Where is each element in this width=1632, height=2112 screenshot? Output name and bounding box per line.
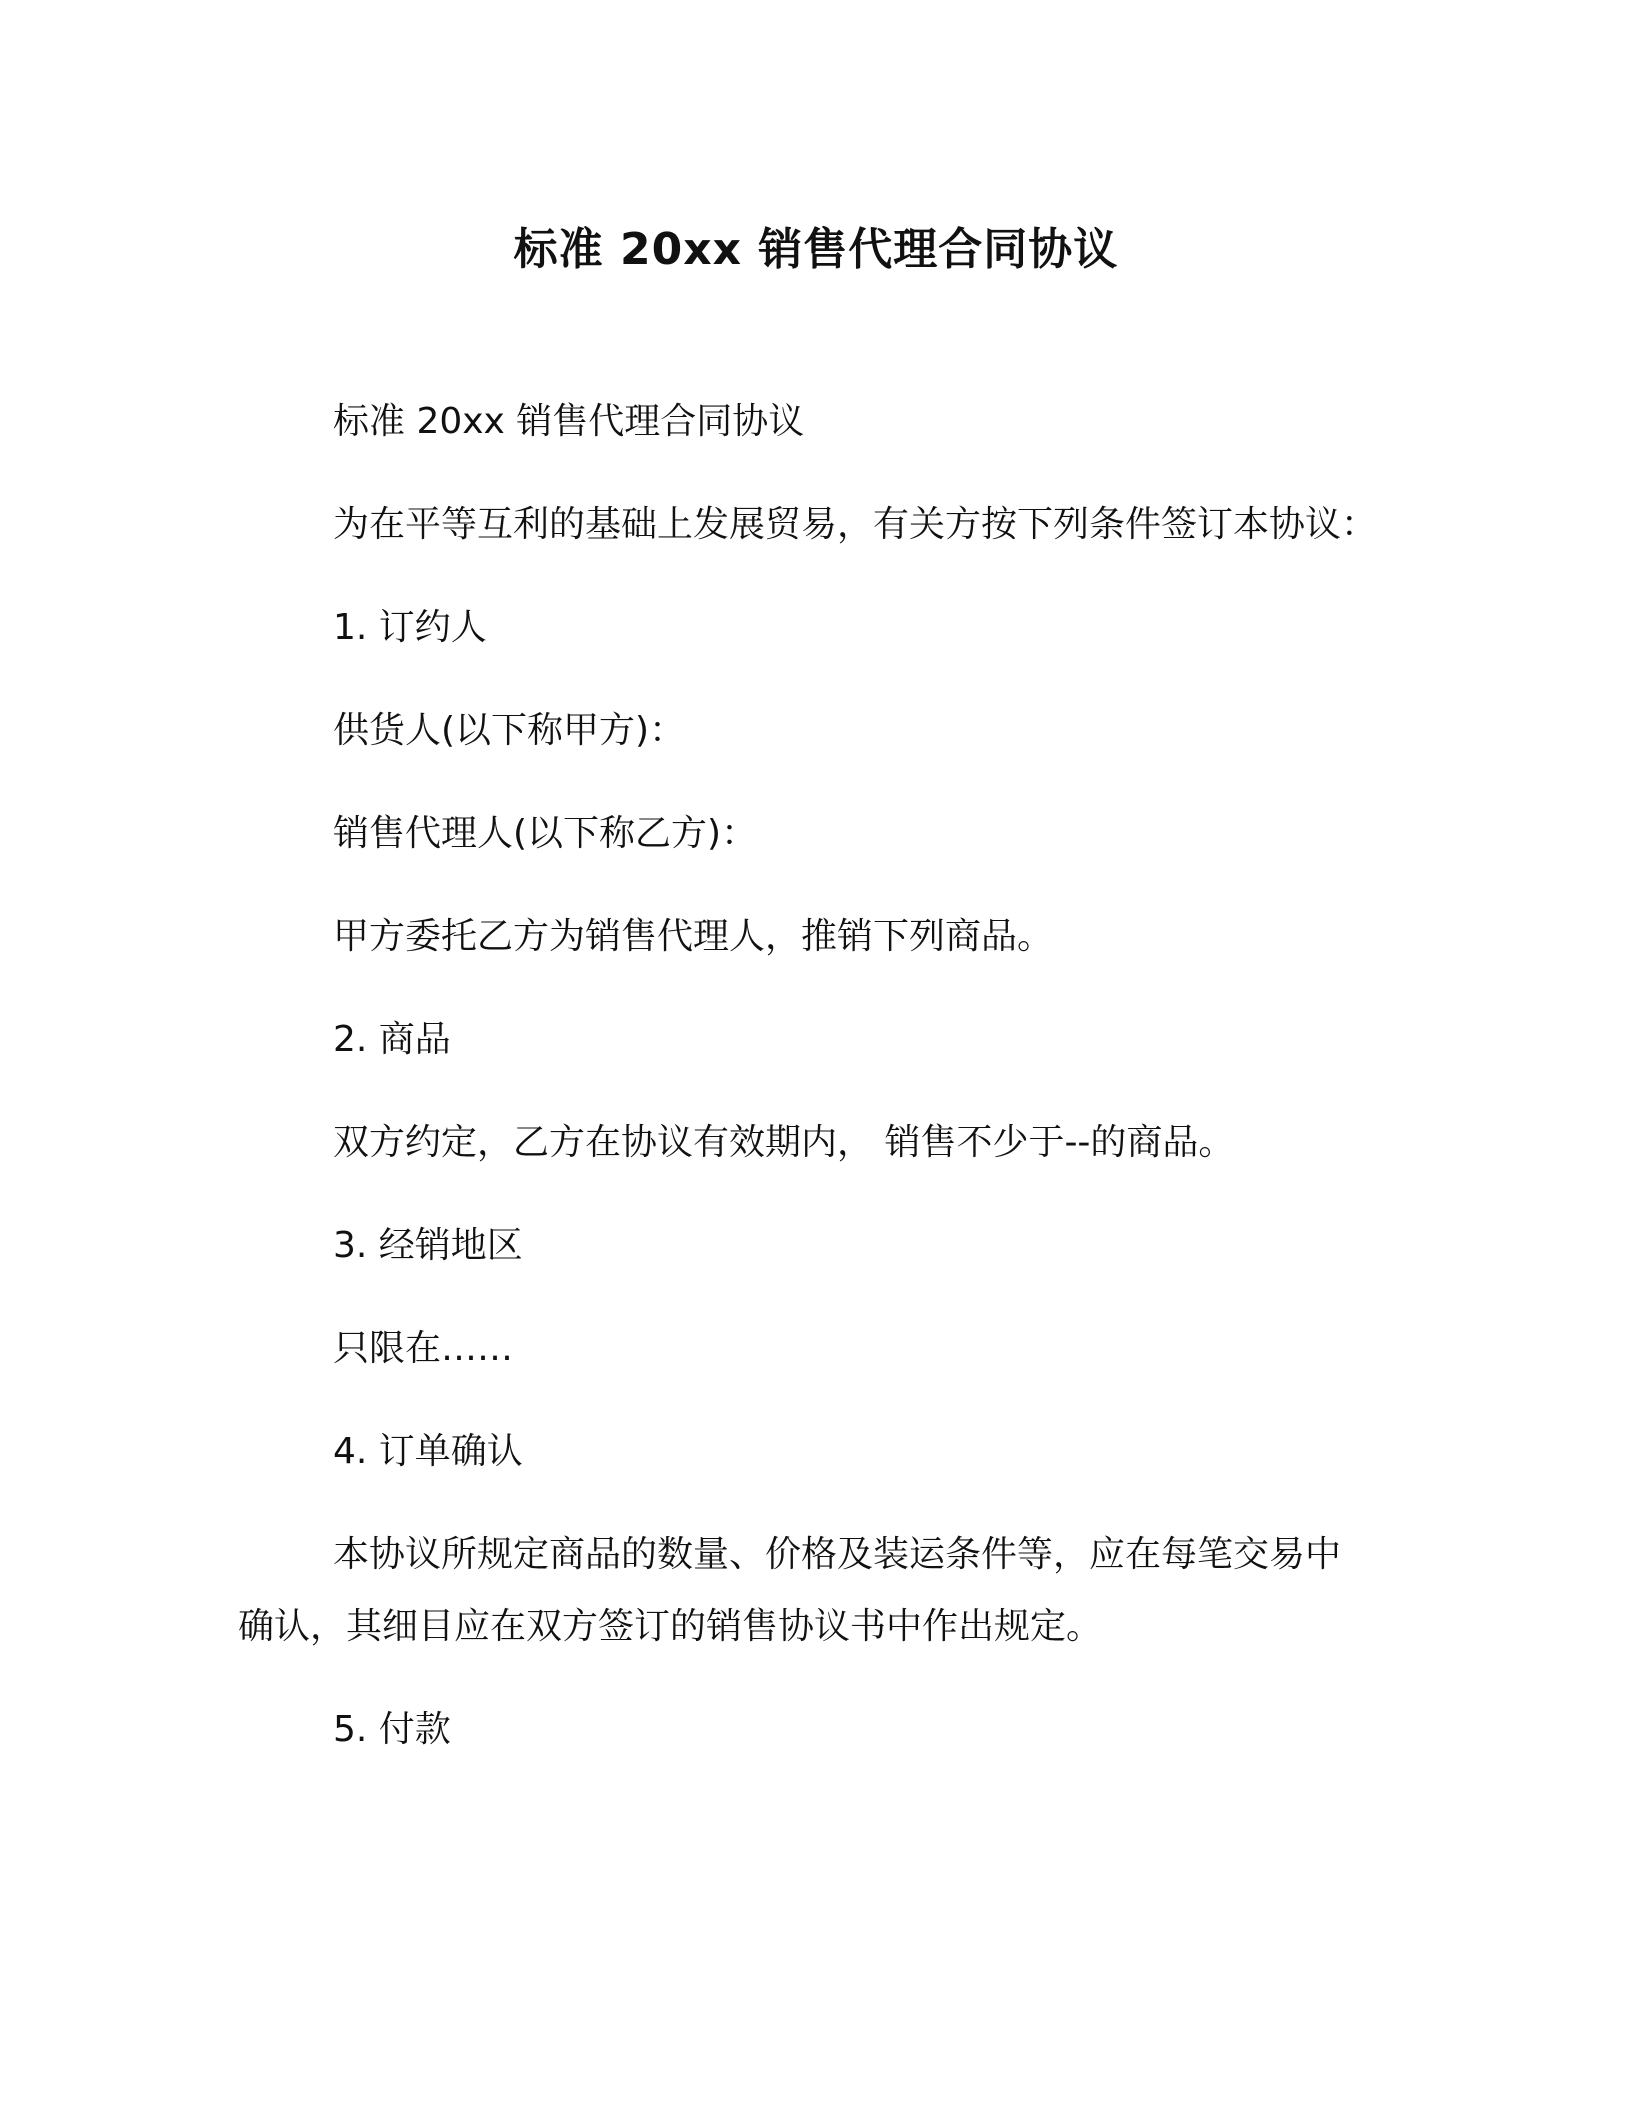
section-heading-territory: 3. 经销地区 <box>333 1225 523 1266</box>
section-heading-parties: 1. 订约人 <box>333 607 487 648</box>
section-heading-payment: 5. 付款 <box>333 1709 451 1750</box>
document-title: 标准 20xx 销售代理合同协议 <box>513 224 1119 275</box>
section-heading-order-confirmation: 4. 订单确认 <box>333 1431 523 1472</box>
paragraph-supplier: 供货人(以下称甲方)： <box>333 710 686 751</box>
paragraph-territory: 只限在…… <box>333 1328 514 1369</box>
paragraph-appointment: 甲方委托乙方为销售代理人，推销下列商品。 <box>333 916 1054 957</box>
paragraph-goods: 双方约定，乙方在协议有效期内， 销售不少于--的商品。 <box>333 1122 1235 1163</box>
paragraph-order-confirmation-line1: 本协议所规定商品的数量、价格及装运条件等，应在每笔交易中 <box>333 1534 1342 1575</box>
paragraph-subtitle: 标准 20xx 销售代理合同协议 <box>333 401 805 442</box>
section-heading-goods: 2. 商品 <box>333 1019 451 1060</box>
paragraph-agent: 销售代理人(以下称乙方)： <box>333 813 758 854</box>
paragraph-order-confirmation-line2: 确认，其细目应在双方签订的销售协议书中作出规定。 <box>238 1606 1103 1647</box>
paragraph-intro: 为在平等互利的基础上发展贸易，有关方按下列条件签订本协议： <box>333 504 1378 545</box>
